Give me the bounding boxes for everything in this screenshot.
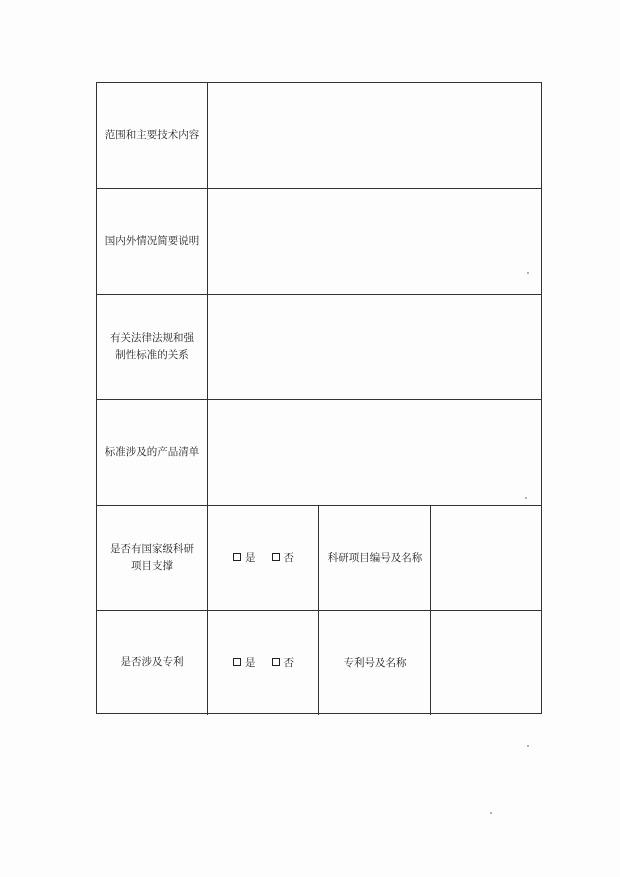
domestic-foreign-label: 国内外情况简要说明 (104, 234, 200, 247)
research-project-label: 是否有国家级科研项目支撑 (110, 542, 194, 572)
patent-no-option[interactable] (272, 655, 295, 670)
scope-field[interactable] (208, 83, 541, 188)
scan-speck (527, 745, 529, 747)
patent-choice (208, 610, 319, 715)
product-list-label: 标准涉及的产品清单 (104, 445, 200, 458)
project-number-label: 科研项目编号及名称 (327, 552, 423, 564)
laws-regulations-field[interactable] (208, 294, 541, 399)
patent-number-label: 专利号及名称 (343, 657, 407, 669)
scan-speck (490, 812, 492, 814)
research-no-option[interactable] (272, 550, 295, 565)
checkbox-icon[interactable] (272, 658, 280, 666)
patent-label: 是否涉及专利 (120, 656, 184, 668)
checkbox-icon[interactable] (272, 553, 280, 561)
scan-speck (525, 497, 527, 499)
checkbox-icon[interactable] (233, 553, 241, 561)
scope-label: 范围和主要技术内容 (104, 129, 200, 141)
yes-label: 是 (245, 657, 256, 669)
scan-speck (527, 272, 529, 274)
no-label: 否 (283, 657, 294, 669)
no-label: 否 (283, 552, 294, 564)
research-project-choice (208, 505, 319, 610)
laws-regulations-label: 有关法律法规和强制性标准的关系 (110, 331, 194, 361)
project-number-field[interactable] (431, 505, 541, 610)
patent-number-field[interactable] (431, 610, 541, 715)
research-yes-option[interactable] (233, 550, 256, 565)
domestic-foreign-field[interactable] (208, 188, 541, 294)
product-list-field[interactable] (208, 399, 541, 505)
yes-label: 是 (245, 552, 256, 564)
checkbox-icon[interactable] (233, 658, 241, 666)
standard-proposal-table (96, 82, 542, 714)
patent-yes-option[interactable] (233, 655, 256, 670)
